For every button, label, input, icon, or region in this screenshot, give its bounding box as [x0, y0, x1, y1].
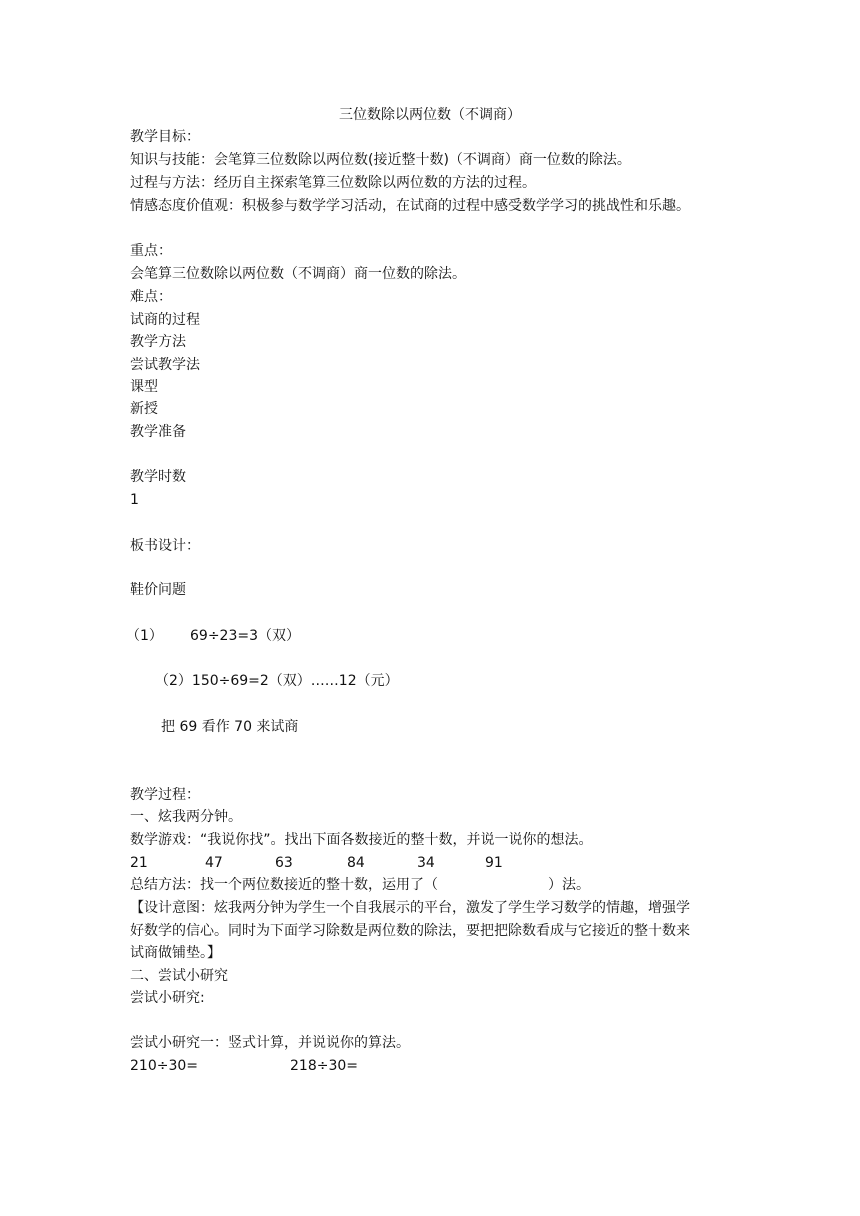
- number-list: [130, 852, 503, 875]
- summary-line: [130, 874, 590, 897]
- method-text: 尝试教学法: [130, 357, 200, 373]
- key-heading: 重点：: [130, 243, 172, 259]
- number-item: 34: [417, 855, 435, 871]
- hours-value: 1: [130, 492, 139, 508]
- method-heading: 教学方法: [130, 334, 186, 350]
- equation-1: 210÷30=: [130, 1058, 198, 1074]
- game-text: 数学游戏：“我说你找”。找出下面各数接近的整十数，并说一说你的想法。: [130, 832, 593, 848]
- number-item: 91: [485, 855, 503, 871]
- design-intent-line1: 【设计意图：炫我两分钟为学生一个自我展示的平台，激发了学生学习数学的情趣，增强学: [130, 900, 690, 916]
- board-topic: 鞋价问题: [130, 582, 186, 598]
- number-item: 47: [205, 855, 223, 871]
- goals-heading: 教学目标：: [130, 129, 200, 145]
- board-line1-number: （1）: [126, 628, 163, 644]
- equation-2: 218÷30=: [290, 1058, 358, 1074]
- board-line2: （2）150÷69=2（双）……12（元）: [155, 673, 399, 689]
- summary-right: ）法。: [548, 877, 590, 893]
- key-text: 会笔算三位数除以两位数（不调商）商一位数的除法。: [130, 266, 466, 282]
- design-intent-line2: 好数学的信心。同时为下面学习除数是两位数的除法，要把把除数看成与它接近的整十数来: [130, 923, 690, 939]
- prep-heading: 教学准备: [130, 424, 186, 440]
- process-heading: 教学过程：: [130, 787, 200, 803]
- research-label: 尝试小研究:: [130, 990, 205, 1006]
- summary-left: 总结方法：找一个两位数接近的整十数，运用了（: [130, 877, 438, 893]
- number-item: 84: [347, 855, 365, 871]
- goal-knowledge: 知识与技能：会笔算三位数除以两位数(接近整十数)（不调商）商一位数的除法。: [130, 152, 631, 168]
- lesson-type-text: 新授: [130, 401, 158, 417]
- difficulty-heading: 难点：: [130, 289, 172, 305]
- part2-heading: 二、尝试小研究: [130, 968, 228, 984]
- document-title: 三位数除以两位数（不调商）: [339, 107, 521, 123]
- goal-emotion: 情感态度价值观：积极参与数学学习活动，在试商的过程中感受数学学习的挑战性和乐趣。: [130, 198, 690, 214]
- number-item: 21: [130, 855, 148, 871]
- board-line3: 把 69 看作 70 来试商: [161, 719, 299, 735]
- research1-text: 尝试小研究一：竖式计算，并说说你的算法。: [130, 1035, 410, 1051]
- board-line1-equation: 69÷23=3（双）: [190, 628, 300, 644]
- hours-heading: 教学时数: [130, 469, 186, 485]
- lesson-type-heading: 课型: [130, 379, 158, 395]
- difficulty-text: 试商的过程: [130, 312, 200, 328]
- goal-process: 过程与方法：经历自主探索笔算三位数除以两位数的方法的过程。: [130, 175, 536, 191]
- number-item: 63: [275, 855, 293, 871]
- part1-heading: 一、炫我两分钟。: [130, 809, 242, 825]
- design-intent-line3: 试商做铺垫。】: [130, 945, 221, 961]
- board-heading: 板书设计：: [130, 538, 200, 554]
